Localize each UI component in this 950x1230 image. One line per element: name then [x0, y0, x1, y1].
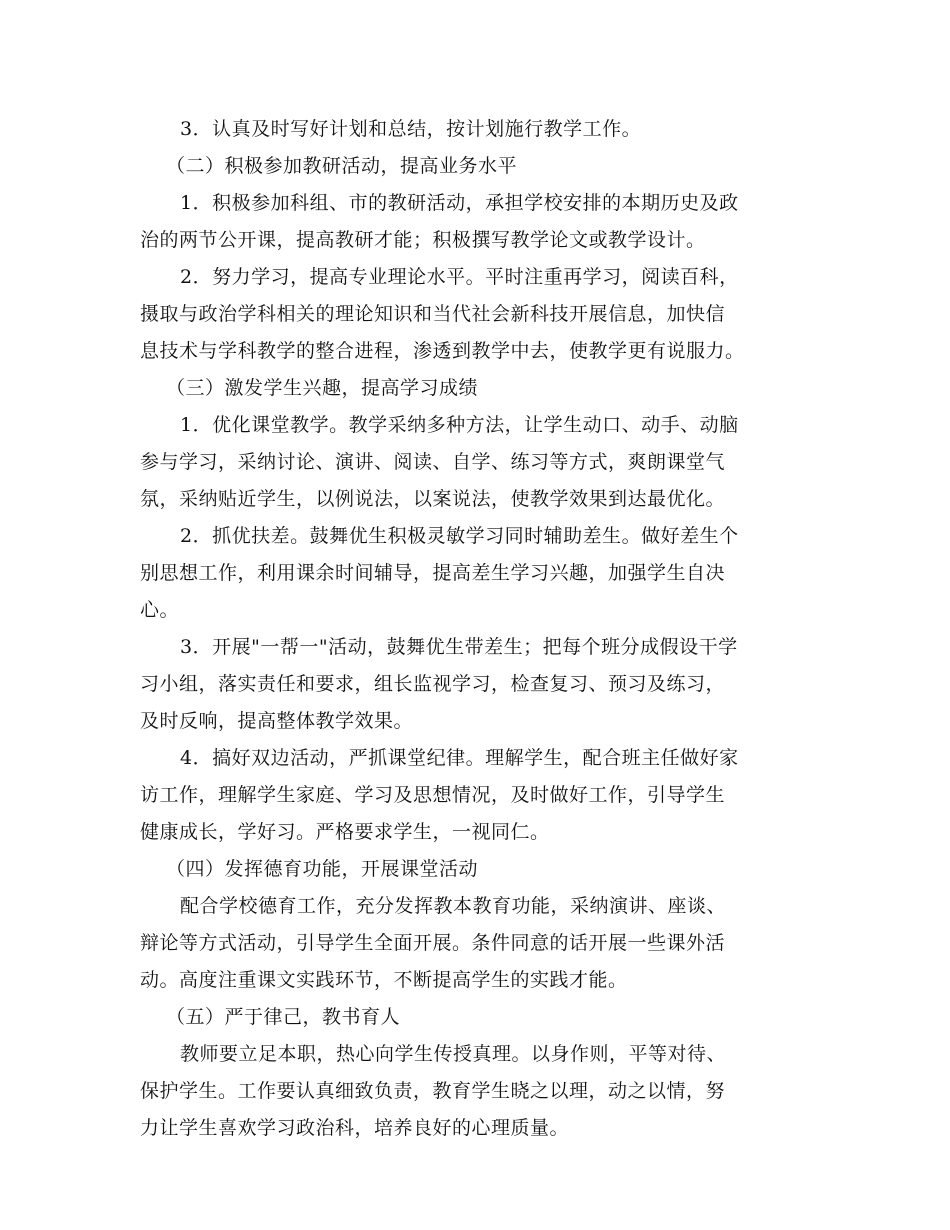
text-line: 别思想工作，利用课余时间辅导，提高差生学习兴趣，加强学生自决	[140, 562, 726, 584]
text-line: 辩论等方式活动，引导学生全面开展。条件同意的话开展一些课外活	[140, 932, 726, 954]
text-line: 3．开展"一帮一"活动，鼓舞优生带差生；把每个班分成假设干学	[180, 636, 738, 658]
text-line: 2．抓优扶差。鼓舞优生积极灵敏学习同时辅助差生。做好差生个	[180, 525, 739, 547]
document-body	[140, 111, 810, 1147]
text-line: 4．搞好双边活动，严抓课堂纪律。理解学生，配合班主任做好家	[180, 747, 739, 769]
text-line: 息技术与学科教学的整合进程，渗透到教学中去，使教学更有说服力。	[140, 340, 745, 362]
text-line: 动。高度注重课文实践环节，不断提高学生的实践才能。	[140, 969, 628, 991]
text-line: 力让学生喜欢学习政治科，培养良好的心理质量。	[140, 1117, 570, 1139]
text-line: 治的两节公开课，提高教研才能；积极撰写教学论文或教学设计。	[140, 229, 706, 251]
text-line: 配合学校德育工作，充分发挥教本教育功能，采纳演讲、座谈、	[180, 895, 727, 917]
text-line: 2．努力学习，提高专业理论水平。平时注重再学习，阅读百科，	[180, 266, 739, 288]
text-line: 保护学生。工作要认真细致负责，教育学生晓之以理，动之以情，努	[140, 1080, 726, 1102]
section-heading: （四）发挥德育功能，开展课堂活动	[166, 858, 479, 880]
section-heading: （二）积极参加教研活动，提高业务水平	[166, 155, 518, 177]
text-line: 氛，采纳贴近学生，以例说法，以案说法，使教学效果到达最优化。	[140, 488, 726, 510]
text-line: 摄取与政治学科相关的理论知识和当代社会新科技开展信息，加快信	[140, 303, 726, 325]
text-line: 习小组，落实责任和要求，组长监视学习，检查复习、预习及练习，	[140, 673, 726, 695]
text-line: 1．积极参加科组、市的教研活动，承担学校安排的本期历史及政	[180, 192, 739, 214]
text-line: 参与学习，采纳讨论、演讲、阅读、自学、练习等方式，爽朗课堂气	[140, 451, 726, 473]
text-line: 3．认真及时写好计划和总结，按计划施行教学工作。	[180, 118, 642, 140]
text-line: 心。	[140, 599, 180, 621]
text-line: 1．优化课堂教学。教学采纳多种方法，让学生动口、动手、动脑	[180, 414, 739, 436]
text-line: 教师要立足本职，热心向学生传授真理。以身作则，平等对待、	[180, 1043, 727, 1065]
section-heading: （五）严于律己，教书育人	[166, 1006, 401, 1028]
text-line: 健康成长，学好习。严格要求学生，一视同仁。	[140, 821, 550, 843]
text-line: 访工作，理解学生家庭、学习及思想情况，及时做好工作，引导学生	[140, 784, 726, 806]
section-heading: （三）激发学生兴趣，提高学习成绩	[166, 377, 479, 399]
text-line: 及时反响，提高整体教学效果。	[140, 710, 414, 732]
